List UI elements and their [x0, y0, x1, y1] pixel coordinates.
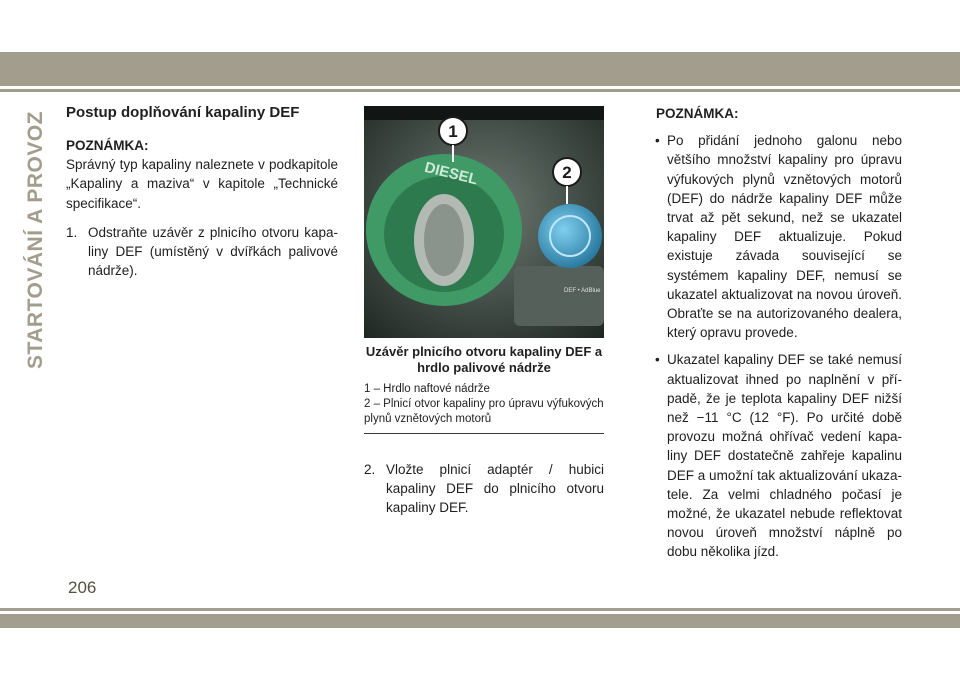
notes-list — [652, 131, 902, 561]
callout-1: 1 — [448, 122, 458, 141]
step-text: Odstraňte uzávěr z plnicího otvoru kapaliny DEF (umístěný v dvířkách palivové nádrže). — [88, 224, 338, 279]
fuel-filler-illustration — [364, 106, 604, 338]
bullet-text: Po přidání jednoho galonu nebo většího množství kapaliny pro úpravu výfukových plynů vznětových motorů (DEF) do nádrže kapaliny DEF může trvat až pět sekund, než se ukazatel kapaliny DEF aktualizuje. Pokud existuje závada související se systémem kapaliny DEF, nemusí se ukazatel aktualizovat na novou úroveň. Obraťte se na autorizovaného dealera, který opravu provede. — [667, 133, 902, 341]
step-number: 1. — [66, 224, 78, 240]
step-text: Vložte plnicí adaptér / hubici kapaliny DEF do plnicího otvoru kapaliny DEF. — [386, 462, 604, 516]
caption-item: 1 – Hrdlo naftové nádrže — [364, 383, 490, 395]
nozzle-opening-inner — [424, 204, 464, 276]
middle-column — [364, 106, 604, 518]
def-cap — [538, 204, 602, 268]
diesel-label: DIESEL — [422, 158, 480, 189]
bullet-glyph: • — [655, 352, 660, 368]
figure-caption-title: Uzávěr plnicího otvoru kapaliny DEF a hrdlo palivové nádrže — [365, 344, 603, 375]
step-item — [66, 223, 338, 281]
caption-item: 2 – Plnicí otvor kapaliny pro úpravu výfukových plynů vznětových motorů — [364, 398, 604, 425]
header-rule — [0, 89, 960, 92]
fuel-filler-photo — [364, 106, 604, 338]
page-number: 206 — [68, 578, 97, 597]
section-heading: Postup doplňování kapaliny DEF — [66, 104, 300, 121]
callout-2: 2 — [562, 163, 572, 182]
steps-list — [66, 223, 338, 281]
note-text: Správný typ kapaliny naleznete v podkapitole „Kapaliny a maziva“ v kapitole „Technické specifikace“. — [66, 157, 338, 211]
note-label: POZNÁMKA: — [656, 106, 739, 121]
left-column — [66, 104, 338, 280]
def-housing — [514, 266, 604, 326]
def-label: DEF • AdBlue — [564, 288, 601, 294]
bullet-glyph: • — [655, 133, 660, 149]
note-bullet — [652, 131, 902, 342]
figure-caption-items — [364, 382, 604, 434]
note-bullet — [652, 350, 902, 561]
sidebar-section-title: STARTOVÁNÍ A PROVOZ — [24, 111, 47, 370]
footer-band — [0, 614, 960, 628]
bullet-text: Ukazatel kapaliny DEF se také nemusí aktualizovat ihned po naplnění v případě, že je teplota kapaliny DEF nižší než −11 °C (12 °F). Po určité době provozu možná ohřívač vedení kapaliny DEF dostatečně zahřeje kapalinu DEF a umožní tak aktualizování ukazatele. Za velmi chladného počasí je možné, že ukazatel nebude reflektovat novou úroveň množství náplně po dobu několika jízd. — [667, 352, 902, 560]
note-label: POZNÁMKA: — [66, 138, 149, 153]
header-band — [0, 52, 960, 86]
right-column — [652, 104, 902, 562]
footer-rule — [0, 608, 960, 611]
step-item — [364, 460, 604, 518]
door-edge — [364, 106, 604, 120]
step-number: 2. — [364, 462, 376, 477]
